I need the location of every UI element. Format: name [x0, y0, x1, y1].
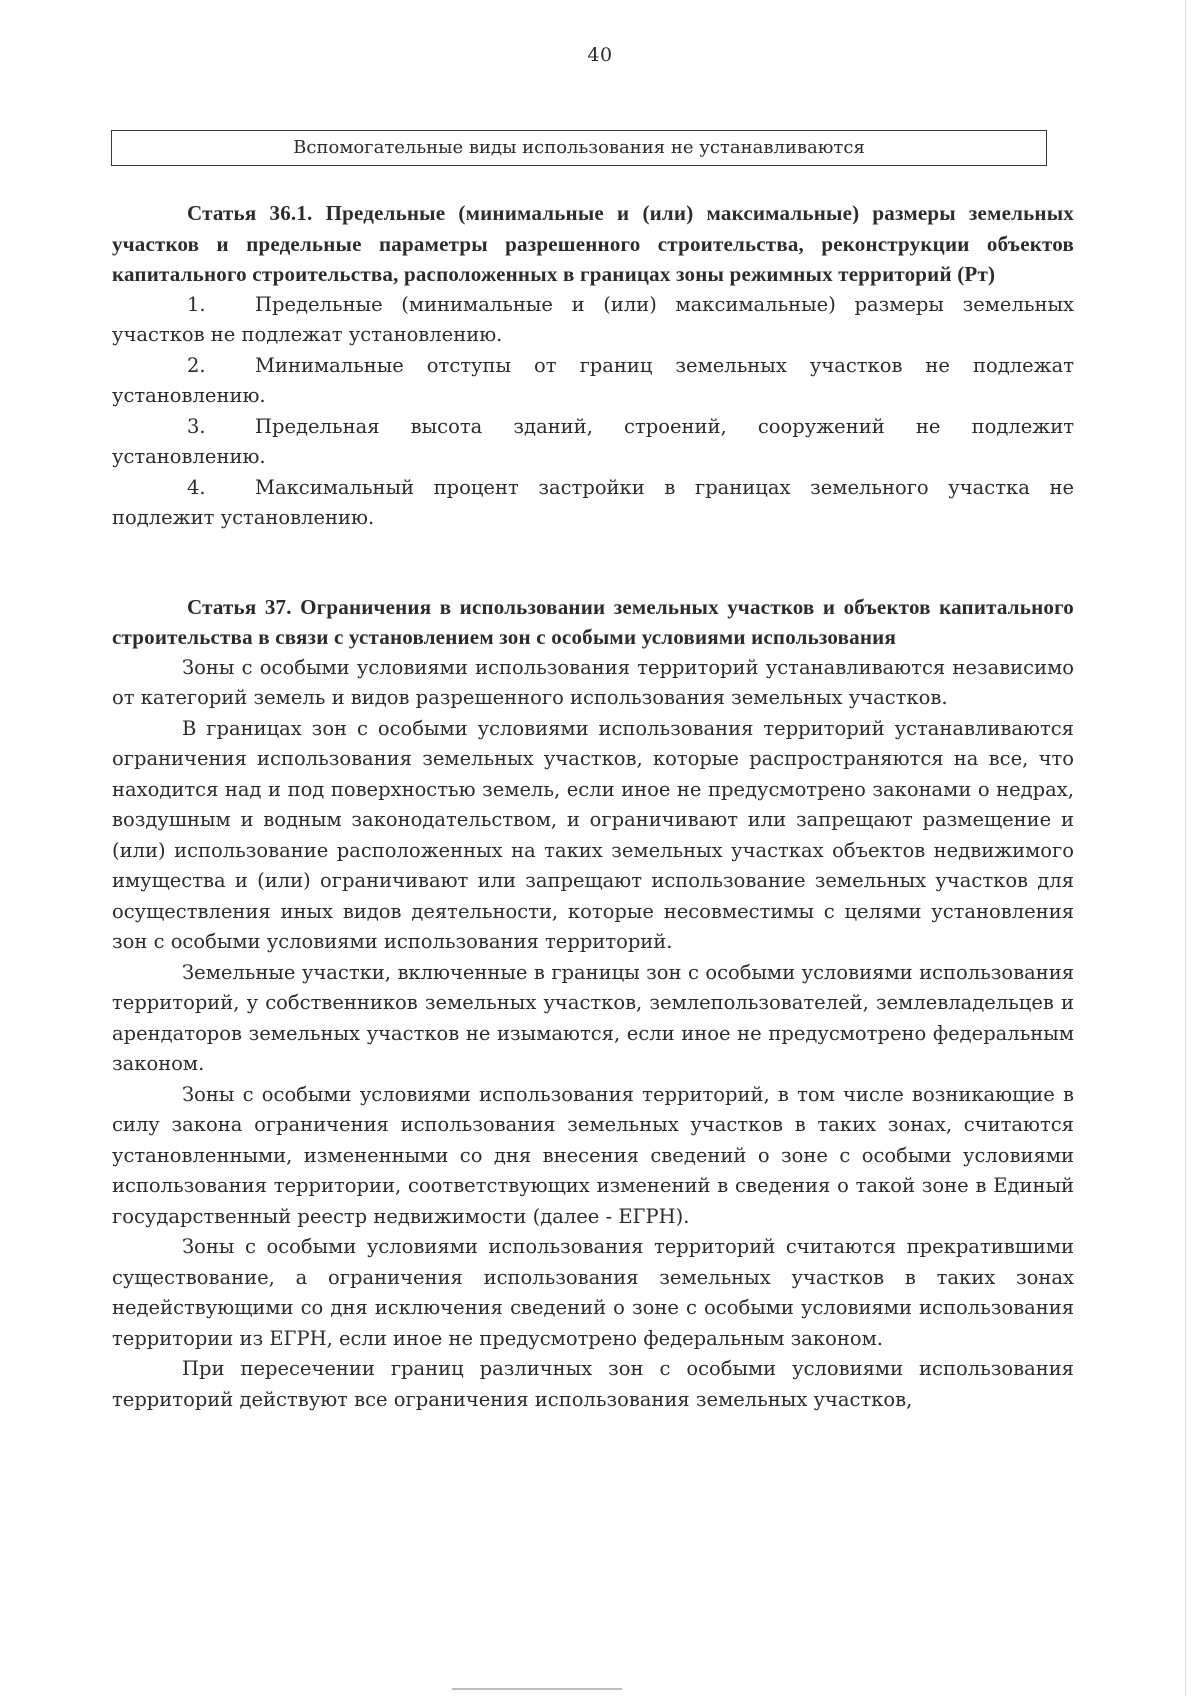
article-36-1-heading: Статья 36.1. Предельные (минимальные и (или) максимальные) размеры земельных участков и предельные параметры разрешенного строительства, реконструкции объектов капитального строительства, расположенных в границах зоны режимных территорий (Рт) [112, 201, 1074, 286]
paragraph: Зоны с особыми условиями использования территорий считаются прекратившими существование, а ограничения использования земельных участков в таких зонах недействующими со дня исключения сведений о зоне с особыми условиями использования территории из ЕГРН, если иное не предусмотрено федеральным законом. [112, 1235, 1074, 1350]
list-item-text: Предельные (минимальные и (или) максимальные) размеры земельных участков не подлежат установлению. [112, 292, 1074, 346]
paragraph: Зоны с особыми условиями использования территорий устанавливаются независимо от категорий земель и видов разрешенного использования земельных участков. [112, 655, 1074, 709]
list-item-number: 3. [187, 414, 206, 438]
page-number: 40 [587, 44, 613, 66]
list-item-number: 4. [187, 475, 206, 499]
paragraph: Земельные участки, включенные в границы зон с особыми условиями использования территорий, у собственников земельных участков, землепользователей, землевладельцев и арендаторов земельных участков не изымаются, если иное не предусмотрено федеральным законом. [112, 960, 1074, 1075]
document-body [112, 198, 1074, 1415]
section-spacer [112, 534, 1074, 592]
page-edge-line [1185, 0, 1186, 1696]
list-item-text: Минимальные отступы от границ земельных участков не подлежат установлению. [112, 353, 1074, 407]
list-item-text: Предельная высота зданий, строений, сооружений не подлежит установлению. [112, 414, 1074, 468]
paragraph: При пересечении границ различных зон с особыми условиями использования территорий действуют все ограничения использования земельных участков, [112, 1357, 1074, 1411]
list-item-number: 2. [187, 353, 206, 377]
list-item [112, 351, 1074, 412]
bottom-scan-mark [452, 1688, 622, 1690]
list-item [112, 473, 1074, 534]
paragraph: В границах зон с особыми условиями использования территорий устанавливаются ограничения использования земельных участков, которые распространяются на все, что находится над и под поверхностью земель, если иное не предусмотрено законами о недрах, воздушным и водным законодательством, и ограничивают или запрещают размещение и (или) использование расположенных на таких земельных участках объектов недвижимого имущества и (или) ограничивают или запрещают использование земельных участков для осуществления иных видов деятельности, которые несовместимы с целями установления зон с особыми условиями использования территорий. [112, 716, 1074, 953]
list-item [112, 290, 1074, 351]
list-item-number: 1. [187, 292, 206, 316]
list-item [112, 412, 1074, 473]
article-37-heading: Статья 37. Ограничения в использовании земельных участков и объектов капитального строительства в связи с установлением зон с особыми условиями использования [112, 594, 1074, 649]
boxed-note: Вспомогательные виды использования не устанавливаются [111, 130, 1047, 166]
paragraph: Зоны с особыми условиями использования территорий, в том числе возникающие в силу закона ограничения использования земельных участков в таких зонах, считаются установленными, измененными со дня внесения сведений о зоне с особыми условиями использования территории, соответствующих изменений в сведения о такой зоне в Единый государственный реестр недвижимости (далее - ЕГРН). [112, 1082, 1074, 1228]
list-item-text: Максимальный процент застройки в границах земельного участка не подлежит установлению. [112, 475, 1074, 529]
